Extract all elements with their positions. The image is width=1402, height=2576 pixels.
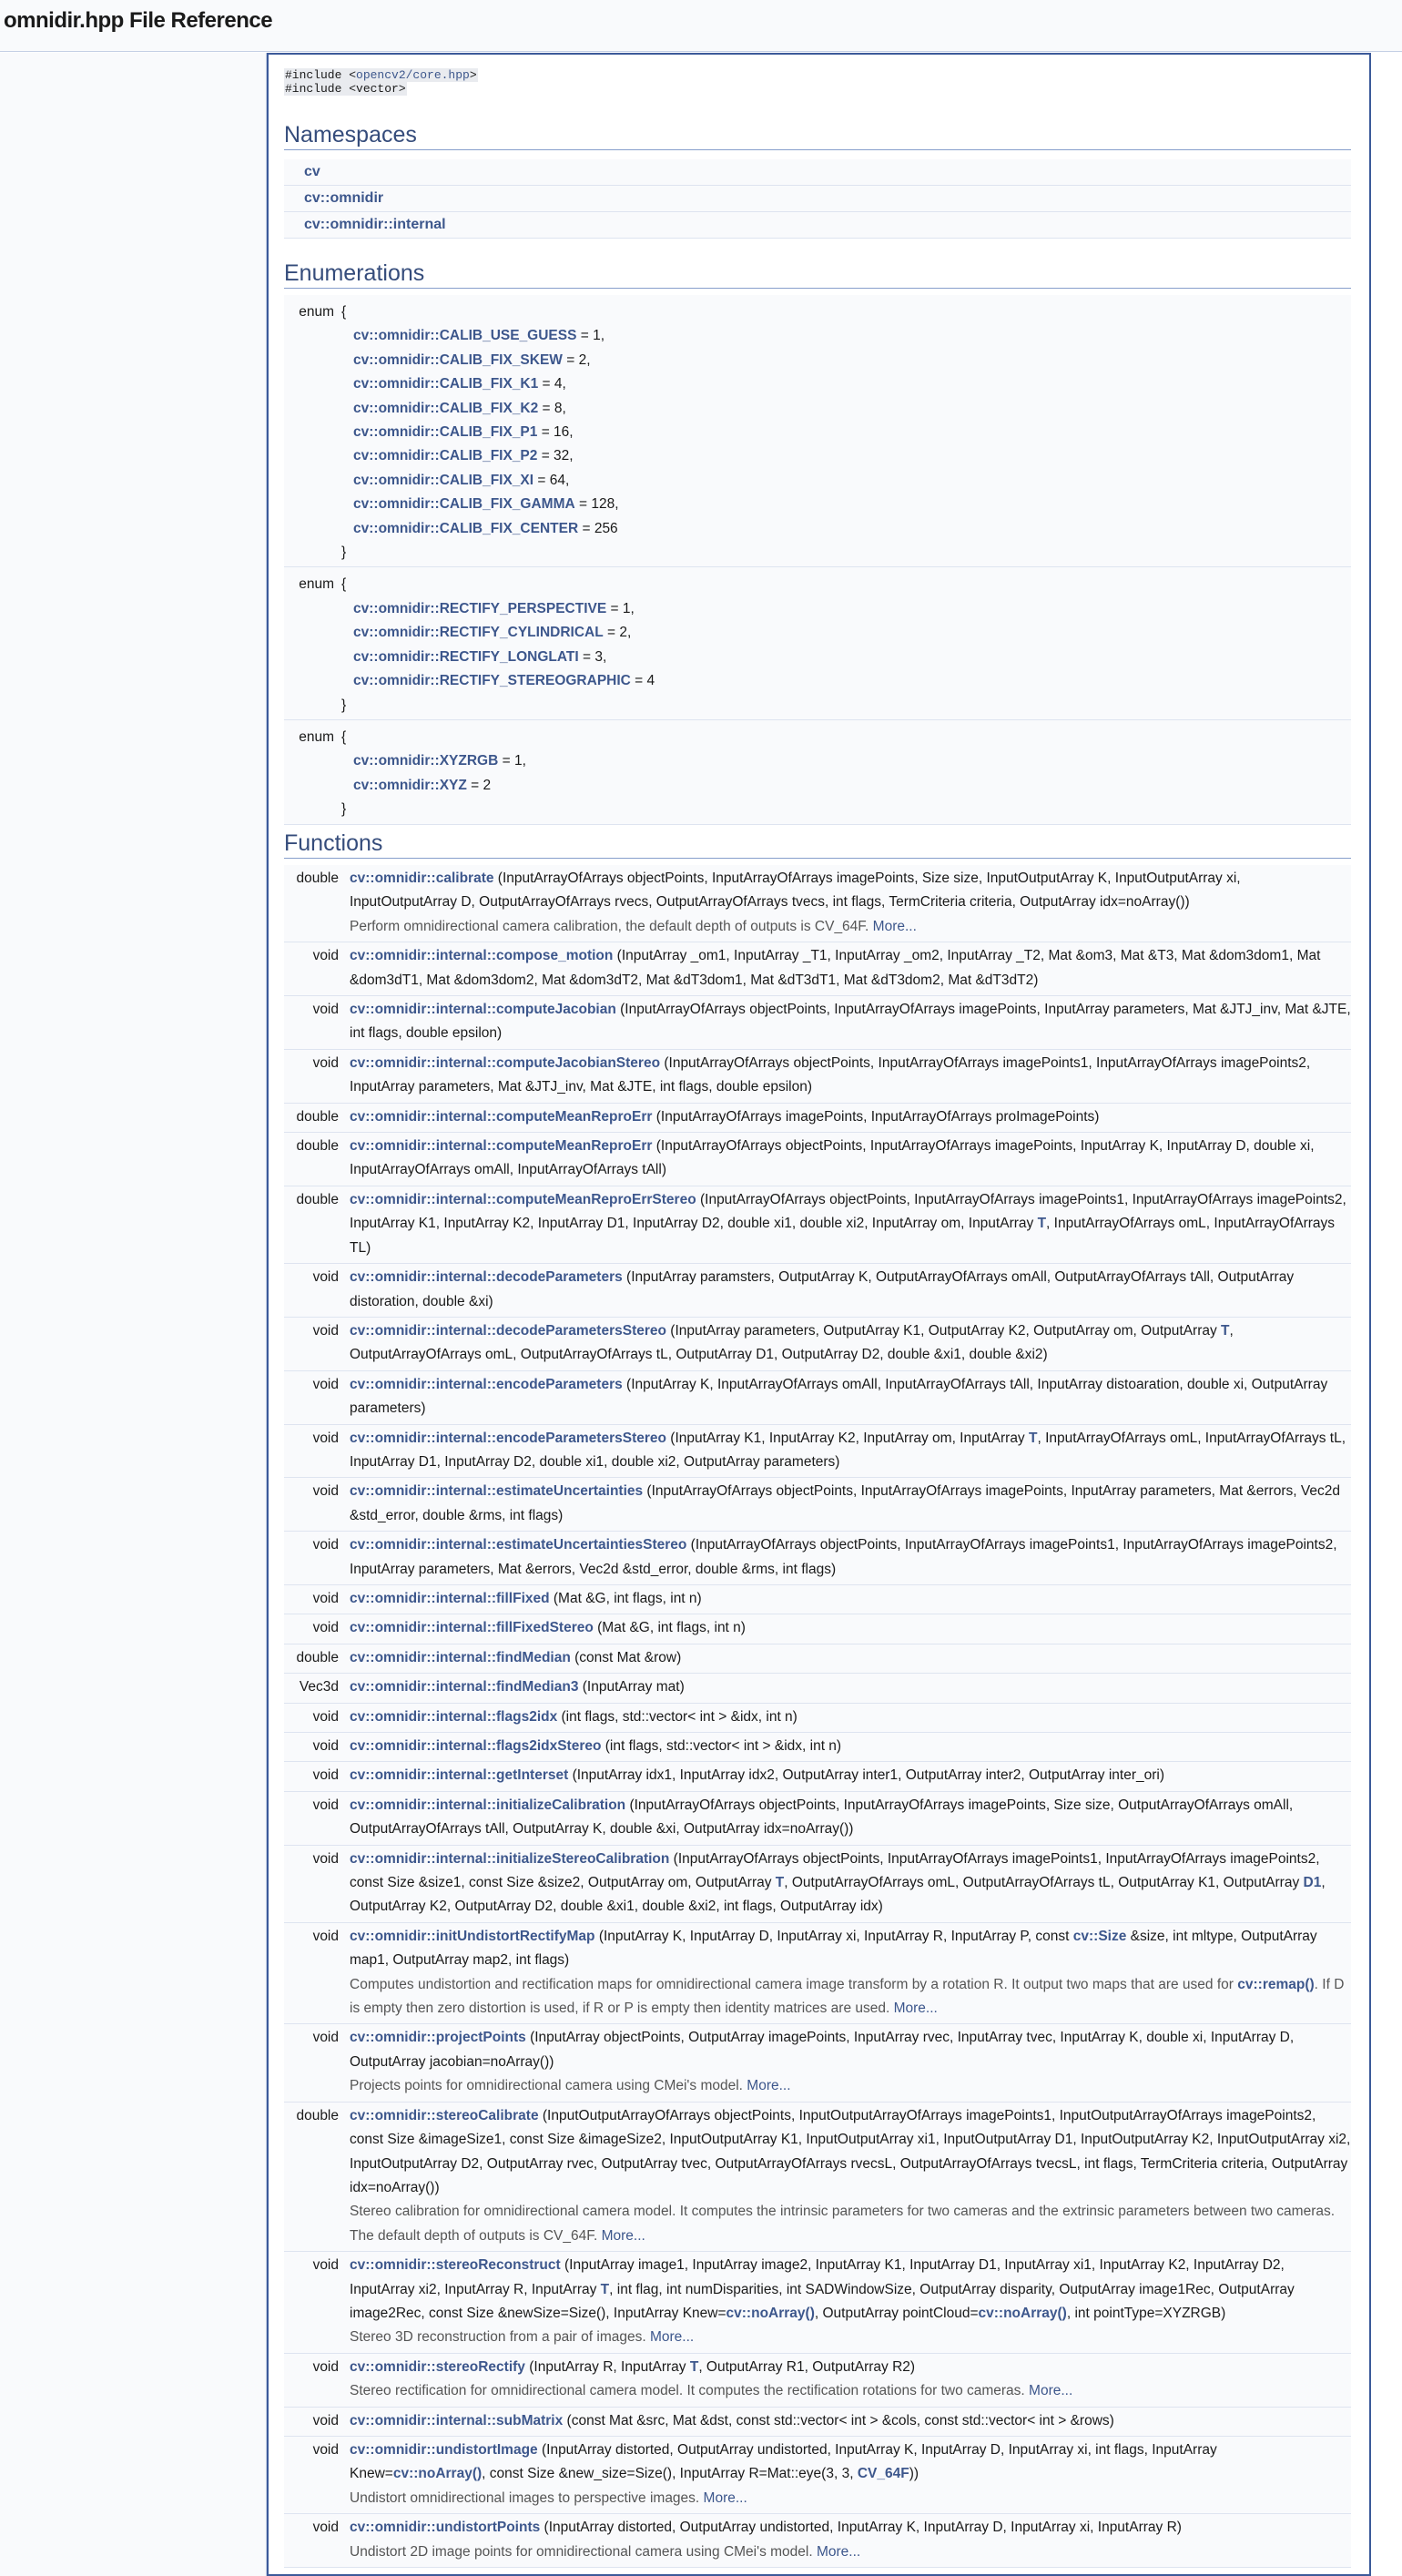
enum-value-number: = 3, <box>578 648 607 665</box>
function-row <box>284 1791 1351 1845</box>
enum-value-number: = 128, <box>574 496 619 513</box>
enum-value-link[interactable]: cv::omnidir::CALIB_FIX_CENTER <box>353 520 579 536</box>
function-name-link[interactable]: cv::omnidir::undistortPoints <box>350 2520 541 2536</box>
function-return-type: void <box>284 996 350 1050</box>
function-name-link[interactable]: cv::omnidir::stereoReconstruct <box>350 2257 561 2274</box>
function-signature: cv::omnidir::stereoCalibrate (InputOutputArrayOfArrays objectPoints, InputOutputArrayOfArrays imagePoints1, InputOutputArrayOfArrays imagePoints2, const Size &imageSize1, const Size &imageSize2, InputOutputArray K1, InputOutputArray xi1, InputOutputArray D1, InputOutputArray K2, InputOutputArray xi2, InputOutputArray D2, OutputArray rvec, OutputArray tvec, OutputArrayOfArrays rvecsL, OutputArrayOfArrays tvecsL, int flags, TermCriteria criteria, OutputArray idx=noArray()) Stereo calibration for omnidirectional camera model. It computes the intrinsic parameters for two cameras and the extrinsic parameters between two cameras. The default depth of outputs is CV_64F. More... <box>350 2102 1351 2251</box>
page-title: omnidir.hpp File Reference <box>4 8 273 33</box>
function-row <box>284 2514 1351 2568</box>
type-link[interactable]: T <box>1029 1430 1038 1446</box>
include-link[interactable]: opencv2/core.hpp <box>356 68 470 82</box>
function-signature: cv::omnidir::internal::decodeParametersStereo (InputArray parameters, OutputArray K1, OutputArray K2, OutputArray om, OutputArray T, OutputArrayOfArrays omL, OutputArrayOfArrays tL, OutputArray D1, OutputArray D2, double &xi1, double &xi2) <box>350 1317 1351 1370</box>
function-row <box>284 1103 1351 1132</box>
namespaces-list <box>284 159 1351 239</box>
enum-item <box>341 621 1351 645</box>
function-return-type: void <box>284 1762 350 1791</box>
more-link[interactable]: More... <box>601 2227 645 2244</box>
function-brief: Computes undistortion and rectification maps for omnidirectional camera image transform by a rotation R. It output two maps that are used for cv::remap(). If D is empty then zero distortion is used, if R or P is empty then identity matrices are used. More... <box>350 1976 1345 2017</box>
enum-group <box>284 719 1351 824</box>
enumerations-table <box>284 295 1351 825</box>
function-row <box>284 1532 1351 1585</box>
enum-value-number: = 64, <box>533 472 570 488</box>
more-link[interactable]: More... <box>703 2489 747 2506</box>
function-signature: cv::omnidir::internal::getInterset (InputArray idx1, InputArray idx2, OutputArray inter1, OutputArray inter2, OutputArray inter_ori) <box>350 1762 1351 1791</box>
enum-item <box>341 493 1351 516</box>
function-name-link[interactable]: cv::omnidir::stereoRectify <box>350 2358 525 2375</box>
more-link[interactable]: More... <box>649 2329 695 2346</box>
function-signature: cv::omnidir::projectPoints (InputArray objectPoints, OutputArray imagePoints, InputArray rvec, InputArray tvec, InputArray K, double xi, InputArray D, OutputArray jacobian=noArray()) Projects points for omnidirectional camera using CMei's model. More... <box>350 2024 1351 2102</box>
enum-item <box>341 646 1351 669</box>
function-return-type: void <box>284 2024 350 2102</box>
function-return-type: double <box>284 1644 350 1673</box>
function-return-type: double <box>284 2102 350 2251</box>
function-row <box>284 865 1351 942</box>
function-row <box>284 1478 1351 1532</box>
function-brief: Stereo 3D reconstruction from a pair of images. More... <box>350 2329 695 2346</box>
function-return-type: void <box>284 942 350 996</box>
function-name-link[interactable]: cv::omnidir::internal::initializeCalibration <box>350 1797 626 1813</box>
include-line: #include <vector> <box>285 82 406 96</box>
function-return-type: void <box>284 1733 350 1762</box>
function-row <box>284 1762 1351 1791</box>
function-name-link[interactable]: cv::omnidir::calibrate <box>350 871 494 886</box>
function-name-link[interactable]: cv::omnidir::internal::estimateUncertainties <box>350 1483 644 1500</box>
enum-value-link[interactable]: cv::omnidir::CALIB_FIX_P2 <box>353 448 538 464</box>
function-signature: cv::omnidir::internal::decodeParameters (InputArray paramsters, OutputArray K, OutputArrayOfArrays omAll, OutputArrayOfArrays tAll, OutputArray distoration, double &xi) <box>350 1264 1351 1318</box>
function-brief: Stereo rectification for omnidirectional camera model. It computes the rectification rotations for two cameras. More... <box>350 2383 1073 2399</box>
function-return-type: double <box>284 1186 350 1263</box>
namespace-link[interactable]: cv::omnidir <box>304 190 384 206</box>
include-line: #include <opencv2/core.hpp> <box>285 68 477 82</box>
function-name-link[interactable]: cv::omnidir::internal::getInterset <box>350 1767 569 1784</box>
enum-item <box>341 669 1351 693</box>
enum-value-number: = 2, <box>603 625 632 641</box>
enum-value-link[interactable]: cv::omnidir::CALIB_FIX_P1 <box>353 424 538 441</box>
function-return-type: double <box>284 1133 350 1186</box>
enum-open-brace: { <box>341 576 347 593</box>
function-return-type: void <box>284 1317 350 1370</box>
function-row <box>284 996 1351 1050</box>
enum-value-number: = 8, <box>538 400 566 416</box>
function-signature: cv::omnidir::internal::computeMeanReproErrStereo (InputArrayOfArrays objectPoints, InputArrayOfArrays imagePoints1, InputArrayOfArrays imagePoints2, InputArray K1, InputArray K2, InputArray D1, InputArray D2, double xi1, double xi2, InputArray om, InputArray T, InputArrayOfArrays omL, InputArrayOfArrays TL) <box>350 1186 1351 1263</box>
function-return-type: void <box>284 1614 350 1644</box>
function-row <box>284 1644 1351 1673</box>
function-signature: cv::omnidir::calibrate (InputArrayOfArrays objectPoints, InputArrayOfArrays imagePoints, Size size, InputOutputArray K, InputOutputArray xi, InputOutputArray D, OutputArrayOfArrays rvecs, OutputArrayOfArrays tvecs, int flags, TermCriteria criteria, OutputArray idx=noArray()) Perform omnidirectional camera calibration, the default depth of outputs is CV_64F. More... <box>350 865 1351 942</box>
function-name-link[interactable]: cv::omnidir::internal::fillFixedStereo <box>350 1620 594 1636</box>
function-name-link[interactable]: cv::omnidir::internal::decodeParameters <box>350 1269 623 1286</box>
function-row <box>284 1370 1351 1424</box>
functions-heading: Functions <box>284 830 1351 859</box>
function-name-link[interactable]: cv::omnidir::internal::subMatrix <box>350 2412 564 2428</box>
function-return-type: Vec3d <box>284 1674 350 1703</box>
enum-value-link[interactable]: cv::omnidir::XYZ <box>353 777 467 793</box>
enum-value-link[interactable]: cv::omnidir::XYZRGB <box>353 753 499 769</box>
content-panel <box>267 53 1371 2576</box>
function-signature: cv::omnidir::internal::computeJacobian (InputArrayOfArrays objectPoints, InputArrayOfArrays imagePoints, InputArray parameters, Mat &JTJ_inv, Mat &JTE, int flags, double epsilon) <box>350 996 1351 1050</box>
function-signature: cv::omnidir::internal::fillFixedStereo (Mat &G, int flags, int n) <box>350 1614 1351 1644</box>
function-signature: cv::omnidir::internal::computeMeanReproErr (InputArrayOfArrays imagePoints, InputArrayOfArrays proImagePoints) <box>350 1103 1351 1132</box>
more-link[interactable]: More... <box>816 2543 861 2560</box>
enum-close-brace: } <box>341 545 347 561</box>
enum-item <box>341 397 1351 421</box>
function-name-link[interactable]: cv::omnidir::internal::computeJacobianStereo <box>350 1054 661 1071</box>
type-link[interactable]: cv::remap() <box>1237 1976 1315 1992</box>
enum-value-number: = 16, <box>537 424 574 441</box>
function-signature: cv::omnidir::internal::initializeStereoCalibration (InputArrayOfArrays objectPoints, InputArrayOfArrays imagePoints1, InputArrayOfArrays imagePoints2, const Size &size1, const Size &size2, OutputArray om, OutputArray T, OutputArrayOfArrays omL, OutputArrayOfArrays tL, OutputArray K1, OutputArray D1, OutputArray K2, OutputArray D2, double &xi1, double &xi2, int flags, OutputArray idx) <box>350 1845 1351 1922</box>
type-link[interactable]: D1 <box>1303 1875 1322 1891</box>
function-row <box>284 1733 1351 1762</box>
enum-item <box>341 469 1351 493</box>
enum-keyword: enum <box>284 295 341 567</box>
namespace-link[interactable]: cv <box>304 164 320 179</box>
function-name-link[interactable]: cv::omnidir::internal::computeMeanReproErr <box>350 1138 653 1155</box>
function-row <box>284 2407 1351 2436</box>
function-signature: cv::omnidir::stereoReconstruct (InputArray image1, InputArray image2, InputArray K1, InputArray D1, InputArray xi1, InputArray K2, InputArray D2, InputArray xi2, InputArray R, InputArray T, int flag, int numDisparities, int SADWindowSize, OutputArray disparity, OutputArray image1Rec, OutputArray image2Rec, const Size &newSize=Size(), InputArray Knew=cv::noArray(), OutputArray pointCloud=cv::noArray(), int pointType=XYZRGB) Stereo 3D reconstruction from a pair of images. More... <box>350 2252 1351 2354</box>
namespace-link[interactable]: cv::omnidir::internal <box>304 217 446 232</box>
function-signature: cv::omnidir::internal::computeMeanReproErr (InputArrayOfArrays objectPoints, InputArrayOfArrays imagePoints, InputArray K, InputArray D, double xi, InputArrayOfArrays omAll, InputArrayOfArrays tAll) <box>350 1133 1351 1186</box>
function-return-type: void <box>284 1478 350 1532</box>
function-return-type: double <box>284 865 350 942</box>
enum-value-number: = 4, <box>538 376 566 392</box>
function-row <box>284 2102 1351 2251</box>
enum-open-brace: { <box>341 304 347 320</box>
function-row <box>284 942 1351 996</box>
enum-body <box>341 567 1351 719</box>
function-name-link[interactable]: cv::omnidir::internal::findMedian3 <box>350 1679 579 1695</box>
enum-value-number: = 256 <box>578 520 618 536</box>
more-link[interactable]: More... <box>1029 2383 1073 2399</box>
enum-value-number: = 1, <box>606 600 635 616</box>
function-return-type: void <box>284 1584 350 1614</box>
enum-keyword: enum <box>284 567 341 719</box>
function-signature: cv::omnidir::internal::encodeParameters (InputArray K, InputArrayOfArrays omAll, InputArrayOfArrays tAll, InputArray distoaration, double xi, OutputArray parameters) <box>350 1370 1351 1424</box>
function-name-link[interactable]: cv::omnidir::undistortImage <box>350 2441 538 2458</box>
namespace-row <box>284 212 1351 239</box>
function-brief: Stereo calibration for omnidirectional camera model. It computes the intrinsic parameters for two cameras and the extrinsic parameters between two cameras. The default depth of outputs is CV_64F. More... <box>350 2204 1336 2244</box>
type-link[interactable]: T <box>689 2358 699 2375</box>
function-signature: cv::omnidir::internal::initializeCalibration (InputArrayOfArrays objectPoints, InputArrayOfArrays imagePoints, Size size, OutputArrayOfArrays omAll, OutputArrayOfArrays tAll, OutputArray K, double &xi, OutputArray idx=noArray()) <box>350 1791 1351 1845</box>
enum-value-link[interactable]: cv::omnidir::CALIB_USE_GUESS <box>353 328 577 344</box>
more-link[interactable]: More... <box>893 2001 938 2017</box>
function-return-type: void <box>284 2436 350 2513</box>
enum-item <box>341 349 1351 372</box>
type-link[interactable]: CV_64F <box>857 2466 909 2482</box>
function-name-link[interactable]: cv::omnidir::internal::findMedian <box>350 1649 571 1665</box>
enum-value-link[interactable]: cv::omnidir::CALIB_FIX_SKEW <box>353 351 563 368</box>
enum-item <box>341 774 1351 798</box>
function-name-link[interactable]: cv::omnidir::internal::estimateUncertaintiesStereo <box>350 1537 687 1553</box>
enum-body <box>341 295 1351 567</box>
function-return-type: void <box>284 1845 350 1922</box>
function-name-link[interactable]: cv::omnidir::projectPoints <box>350 2030 526 2046</box>
enum-value-link[interactable]: cv::omnidir::CALIB_FIX_K1 <box>353 376 539 392</box>
enum-value-number: = 1, <box>576 328 605 344</box>
function-brief: Undistort omnidirectional images to perspective images. More... <box>350 2489 747 2506</box>
functions-section <box>284 830 1351 2568</box>
type-link[interactable]: cv::noArray() <box>392 2466 483 2482</box>
enum-open-brace: { <box>341 728 347 745</box>
function-row <box>284 1049 1351 1103</box>
enum-value-link[interactable]: cv::omnidir::RECTIFY_PERSPECTIVE <box>353 600 607 616</box>
function-name-link[interactable]: cv::omnidir::internal::flags2idxStereo <box>350 1738 602 1754</box>
function-row <box>284 1845 1351 1922</box>
enum-value-link[interactable]: cv::omnidir::CALIB_FIX_GAMMA <box>353 496 575 513</box>
function-row <box>284 1133 1351 1186</box>
function-return-type: void <box>284 1532 350 1585</box>
function-return-type: void <box>284 2252 350 2354</box>
function-row <box>284 1614 1351 1644</box>
enum-item <box>341 444 1351 468</box>
functions-table <box>284 865 1351 2568</box>
enum-value-number: = 2 <box>466 777 492 793</box>
function-name-link[interactable]: cv::omnidir::internal::computeJacobian <box>350 1002 616 1018</box>
function-signature: cv::omnidir::internal::findMedian (const Mat &row) <box>350 1644 1351 1673</box>
enum-item <box>341 372 1351 396</box>
page-header <box>0 0 1402 52</box>
function-return-type: void <box>284 1264 350 1318</box>
function-name-link[interactable]: cv::omnidir::internal::computeMeanReproErrStereo <box>350 1191 696 1207</box>
enum-body <box>341 719 1351 824</box>
function-name-link[interactable]: cv::omnidir::internal::encodeParameters <box>350 1376 623 1392</box>
function-return-type: void <box>284 1922 350 2024</box>
function-name-link[interactable]: cv::omnidir::internal::flags2idx <box>350 1708 558 1725</box>
enum-close-brace: } <box>341 697 347 713</box>
function-return-type: void <box>284 2514 350 2568</box>
enum-item <box>341 749 1351 773</box>
function-signature: cv::omnidir::internal::encodeParametersStereo (InputArray K1, InputArray K2, InputArray om, InputArray T, InputArrayOfArrays omL, InputArrayOfArrays tL, InputArray D1, InputArray D2, double xi1, double xi2, OutputArray parameters) <box>350 1424 1351 1478</box>
function-signature: cv::omnidir::internal::fillFixed (Mat &G, int flags, int n) <box>350 1584 1351 1614</box>
type-link[interactable]: T <box>600 2281 610 2297</box>
function-name-link[interactable]: cv::omnidir::internal::decodeParametersStereo <box>350 1322 666 1339</box>
function-return-type: void <box>284 1049 350 1103</box>
function-signature: cv::omnidir::internal::compose_motion (InputArray _om1, InputArray _T1, InputArray _om2, InputArray _T2, Mat &om3, Mat &T3, Mat &dom3dom1, Mat &dom3dT1, Mat &dom3dom2, Mat &dom3dT2, Mat &dT3dom1, Mat &dT3dT1, Mat &dT3dom2, Mat &dT3dT2) <box>350 942 1351 996</box>
function-signature: cv::omnidir::stereoRectify (InputArray R, InputArray T, OutputArray R1, OutputArray R2) Stereo rectification for omnidirectional camera model. It computes the rectification rotations for two cameras. More... <box>350 2353 1351 2407</box>
enum-value-number: = 32, <box>537 448 574 464</box>
function-return-type: void <box>284 2353 350 2407</box>
function-signature: cv::omnidir::internal::findMedian3 (InputArray mat) <box>350 1674 1351 1703</box>
function-signature: cv::omnidir::undistortPoints (InputArray distorted, OutputArray undistorted, InputArray K, InputArray D, InputArray xi, InputArray R) Undistort 2D image points for omnidirectional camera using CMei's model. More... <box>350 2514 1351 2568</box>
sidebar <box>0 53 267 2576</box>
function-row <box>284 2353 1351 2407</box>
enum-value-number: = 1, <box>498 753 526 769</box>
function-row <box>284 1584 1351 1614</box>
function-brief: Perform omnidirectional camera calibration, the default depth of outputs is CV_64F. More... <box>350 918 917 934</box>
namespace-row <box>284 186 1351 212</box>
enumerations-heading: Enumerations <box>284 260 1351 289</box>
function-signature: cv::omnidir::internal::estimateUncertainties (InputArrayOfArrays objectPoints, InputArrayOfArrays imagePoints, InputArray parameters, Mat &errors, Vec2d &std_error, double &rms, int flags) <box>350 1478 1351 1532</box>
function-signature: cv::omnidir::internal::flags2idxStereo (int flags, std::vector< int > &idx, int n) <box>350 1733 1351 1762</box>
type-link[interactable]: T <box>775 1875 785 1891</box>
enum-value-link[interactable]: cv::omnidir::RECTIFY_LONGLATI <box>353 648 579 665</box>
function-brief: Undistort 2D image points for omnidirectional camera using CMei's model. More... <box>350 2543 861 2560</box>
function-row <box>284 1674 1351 1703</box>
function-signature: cv::omnidir::initUndistortRectifyMap (InputArray K, InputArray D, InputArray xi, InputArray R, InputArray P, const cv::Size &size, int mltype, OutputArray map1, OutputArray map2, int flags) Computes undistortion and rectification maps for omnidirectional camera image transform by a rotation R. It output two maps that are used for cv::remap(). If D is empty then zero distortion is used, if R or P is empty then identity matrices are used. More... <box>350 1922 1351 2024</box>
function-name-link[interactable]: cv::omnidir::internal::fillFixed <box>350 1590 550 1606</box>
type-link[interactable]: T <box>1037 1216 1047 1232</box>
function-row <box>284 2024 1351 2102</box>
function-return-type: void <box>284 1791 350 1845</box>
enum-group <box>284 295 1351 567</box>
function-row <box>284 1703 1351 1732</box>
function-name-link[interactable]: cv::omnidir::initUndistortRectifyMap <box>350 1928 595 1944</box>
function-row <box>284 2436 1351 2513</box>
function-return-type: void <box>284 2407 350 2436</box>
function-signature: cv::omnidir::internal::estimateUncertaintiesStereo (InputArrayOfArrays objectPoints, InputArrayOfArrays imagePoints1, InputArrayOfArrays imagePoints2, InputArray parameters, Mat &errors, Vec2d &std_error, double &rms, int flags) <box>350 1532 1351 1585</box>
enum-close-brace: } <box>341 801 347 818</box>
more-link[interactable]: More... <box>747 2078 791 2094</box>
enum-item <box>341 597 1351 621</box>
enum-value-link[interactable]: cv::omnidir::CALIB_FIX_XI <box>353 472 534 488</box>
type-link[interactable]: T <box>1221 1322 1230 1339</box>
more-link[interactable]: More... <box>872 918 917 934</box>
function-signature: cv::omnidir::internal::subMatrix (const Mat &src, Mat &dst, const std::vector< int > &cols, const std::vector< int > &rows) <box>350 2407 1351 2436</box>
function-return-type: void <box>284 1370 350 1424</box>
enum-value-link[interactable]: cv::omnidir::CALIB_FIX_K2 <box>353 400 539 416</box>
function-row <box>284 1922 1351 2024</box>
function-signature: cv::omnidir::internal::computeJacobianStereo (InputArrayOfArrays objectPoints, InputArrayOfArrays imagePoints1, InputArrayOfArrays imagePoints2, InputArray parameters, Mat &JTJ_inv, Mat &JTE, int flags, double epsilon) <box>350 1049 1351 1103</box>
function-row <box>284 1424 1351 1478</box>
function-row <box>284 1186 1351 1263</box>
function-return-type: double <box>284 1103 350 1132</box>
function-brief: Projects points for omnidirectional camera using CMei's model. More... <box>350 2078 791 2094</box>
enumerations-section <box>284 260 1351 825</box>
includes-block <box>284 68 1351 96</box>
function-row <box>284 1317 1351 1370</box>
enum-keyword: enum <box>284 719 341 824</box>
namespaces-section <box>284 121 1351 239</box>
enum-item <box>341 517 1351 541</box>
type-link[interactable]: cv::noArray() <box>978 2305 1067 2321</box>
enum-value-number: = 2, <box>562 351 591 368</box>
function-signature: cv::omnidir::internal::flags2idx (int flags, std::vector< int > &idx, int n) <box>350 1703 1351 1732</box>
function-name-link[interactable]: cv::omnidir::internal::computeMeanReproErr <box>350 1108 653 1125</box>
function-name-link[interactable]: cv::omnidir::internal::initializeStereoCalibration <box>350 1850 670 1867</box>
enum-item <box>341 324 1351 348</box>
enum-value-link[interactable]: cv::omnidir::RECTIFY_CYLINDRICAL <box>353 625 604 641</box>
namespaces-heading: Namespaces <box>284 121 1351 150</box>
function-signature: cv::omnidir::undistortImage (InputArray distorted, OutputArray undistorted, InputArray K, InputArray D, InputArray xi, int flags, InputArray Knew=cv::noArray(), const Size &new_size=Size(), InputArray R=Mat::eye(3, 3, CV_64F)) Undistort omnidirectional images to perspective images. More... <box>350 2436 1351 2513</box>
function-name-link[interactable]: cv::omnidir::internal::compose_motion <box>350 948 614 964</box>
function-return-type: void <box>284 1703 350 1732</box>
type-link[interactable]: cv::Size <box>1072 1928 1127 1944</box>
function-name-link[interactable]: cv::omnidir::stereoCalibrate <box>350 2107 539 2123</box>
enum-group <box>284 567 1351 719</box>
function-name-link[interactable]: cv::omnidir::internal::encodeParametersStereo <box>350 1430 666 1446</box>
function-row <box>284 1264 1351 1318</box>
enum-value-number: = 4 <box>630 673 655 689</box>
enum-item <box>341 421 1351 444</box>
namespace-row <box>284 159 1351 186</box>
type-link[interactable]: cv::noArray() <box>726 2305 815 2321</box>
function-row <box>284 2252 1351 2354</box>
enum-value-link[interactable]: cv::omnidir::RECTIFY_STEREOGRAPHIC <box>353 673 631 689</box>
function-return-type: void <box>284 1424 350 1478</box>
